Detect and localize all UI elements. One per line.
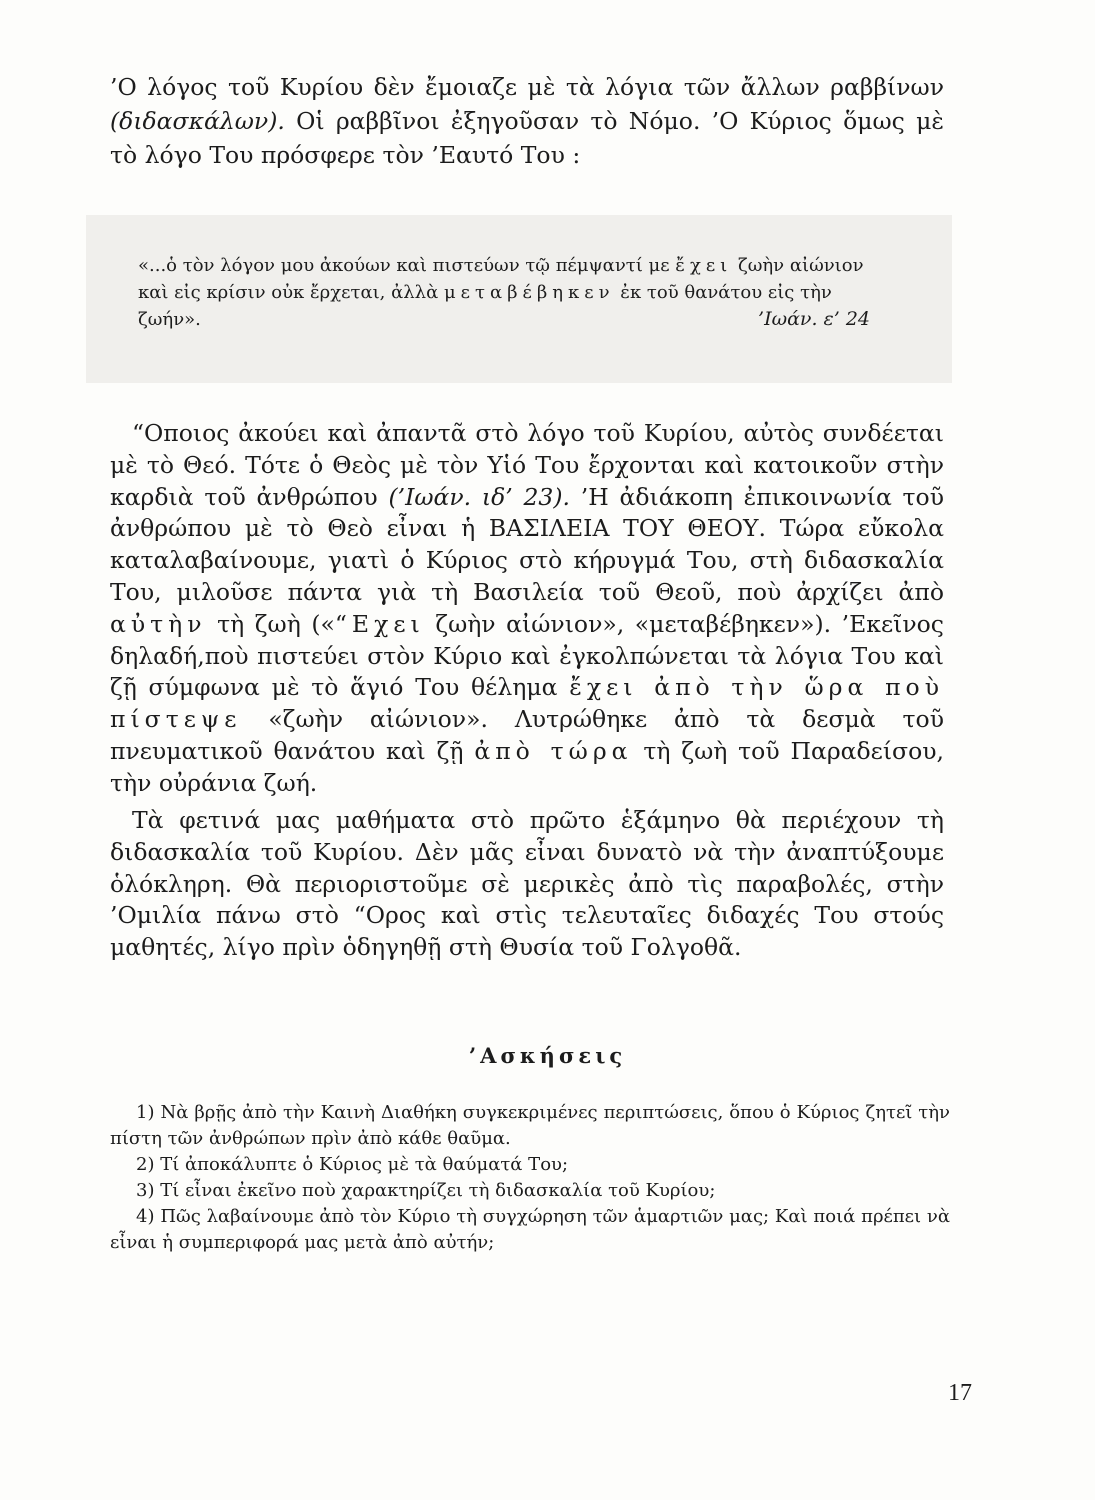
exercises-heading: ’Ασκήσεις: [468, 1043, 627, 1068]
main-text-e: «ζωὴν αἰώνιον». Λυτρώθηκε ἀπὸ τὰ δεσμὰ τοῦ πνευματικοῦ θανάτου καὶ ζῇ: [110, 705, 944, 765]
scripture-quote: [138, 252, 870, 333]
main-reference: (’Ιωάν. ιδ’ 23).: [388, 482, 571, 511]
main-text-f: τὴ ζωὴ τοῦ Παραδείσου, τὴν οὐράνια ζωή.: [110, 736, 945, 797]
exercise-item: [110, 1178, 950, 1204]
exercise-item: [110, 1204, 950, 1256]
quote-text-c: ἐκ τοῦ θανάτου εἰς τὴν ζωήν».: [138, 282, 832, 330]
exercise-item: [110, 1100, 950, 1152]
intro-text-italic: (διδασκάλων).: [110, 107, 285, 135]
main-text-c: τὴ ζωὴ («: [217, 609, 335, 638]
page-number: 17: [948, 1380, 972, 1406]
exercises-list: [110, 1100, 950, 1256]
exercise-number: 2): [136, 1154, 155, 1175]
main-text-b: ’Η ἀδιάκοπη ἐπικοινωνία τοῦ ἀνθρώπου μὲ τὸ Θεὸ εἶναι ἡ ΒΑΣΙΛΕΙΑ ΤΟΥ ΘΕΟΥ. Τώρα εὔκολα καταλαβαίνουμε, γιατὶ ὁ Κύριος στὸ κήρυγμά Του, στὴ διδασκαλία Του, μιλοῦσε πάντα γιὰ τὴ Βασιλεία τοῦ Θεοῦ, ποὺ ἀρχίζει ἀπὸ: [110, 482, 944, 606]
quote-text-b: ζωὴν αἰώνιον καὶ εἰς κρίσιν οὐκ ἔρχεται, ἀλλὰ: [138, 255, 864, 303]
intro-text-a: ’Ο λόγος τοῦ Κυρίου δὲν ἔμοιαζε μὲ τὰ λόγια τῶν ἄλλων ραββίνων: [110, 73, 944, 101]
intro-paragraph: [110, 70, 944, 172]
quote-spaced-a: ἔχει: [675, 255, 733, 276]
exercise-number: 4): [136, 1206, 155, 1227]
main-spaced-d: ἀπὸ τώρα: [474, 736, 633, 765]
main-spaced-a: αὐτὴν: [110, 609, 207, 638]
quote-text-a: «...ὁ τὸν λόγον μου ἀκούων καὶ πιστεύων τῷ πέμψαντί με: [138, 255, 670, 276]
exercise-item: [110, 1152, 950, 1178]
second-text: Τὰ φετινά μας μαθήματα στὸ πρῶτο ἑξάμηνο θὰ περιέχουν τὴ διδασκαλία τοῦ Κυρίου. Δὲν μᾶς εἶναι δυνατὸ νὰ τὴν ἀναπτύξουμε ὁλόκληρη. Θὰ περιοριστοῦμε σὲ μερικὲς ἀπὸ τὶς παραβολές, στὴν ’Ομιλία πάνω στὸ “Ορος καὶ στὶς τελευταῖες διδαχές Του στούς μαθητές, λίγο πρὶν ὁδηγηθῇ στὴ Θυσία τοῦ Γολγοθᾶ.: [110, 806, 944, 962]
quote-spaced-b: μεταβέβηκεν: [443, 282, 615, 303]
main-spaced-c: ἔχει ἀπὸ τὴν ὥρα ποὺ πίστεψε: [110, 673, 944, 734]
main-paragraph: [110, 418, 944, 800]
intro-text-c: Οἱ ραββῖνοι ἐξηγοῦσαν τὸ Νόμο. ’Ο Κύριος ὅμως μὲ τὸ λόγο Του πρόσφερε τὸν ’Εαυτό Του :: [110, 107, 944, 169]
main-text-d: ζωὴν αἰώνιον», «μεταβέβηκεν»). ’Εκεῖνος δηλαδή,ποὺ πιστεύει στὸν Κύριο καὶ ἐγκολπώνεται τὰ λόγια Του καὶ ζῇ σύμφωνα μὲ τὸ ἅγιό Του θέλημα: [110, 609, 944, 702]
exercise-text: Νὰ βρῇς ἀπὸ τὴν Καινὴ Διαθήκη συγκεκριμένες περιπτώσεις, ὅπου ὁ Κύριος ζητεῖ τὴν πίστη τῶν ἀνθρώπων πρὶν ἀπὸ κάθε θαῦμα.: [110, 1102, 950, 1149]
main-text-a: “Οποιος ἀκούει καὶ ἀπαντᾶ στὸ λόγο τοῦ Κυρίου, αὐτὸς συνδέεται μὲ τὸ Θεό. Τότε ὁ Θεὸς μὲ τὸν Υἱό Του ἔρχονται καὶ κατοικοῦν στὴν καρδιὰ τοῦ ἀνθρώπου: [110, 419, 944, 511]
exercise-text: Πῶς λαβαίνουμε ἀπὸ τὸν Κύριο τὴ συγχώρηση τῶν ἁμαρτιῶν μας; Καὶ ποιά πρέπει νὰ εἶναι ἡ συμπεριφορά μας μετὰ ἀπὸ αὐτήν;: [110, 1206, 950, 1253]
quote-reference: ’Ιωάν. ε’ 24: [758, 308, 870, 330]
main-spaced-b: “Εχει: [334, 609, 425, 638]
exercise-number: 1): [136, 1102, 155, 1123]
exercise-number: 3): [136, 1180, 155, 1201]
exercise-text: Τί εἶναι ἐκεῖνο ποὺ χαρακτηρίζει τὴ διδασκαλία τοῦ Κυρίου;: [160, 1180, 716, 1201]
second-paragraph: [110, 805, 944, 964]
exercise-text: Τί ἀποκάλυπτε ὁ Κύριος μὲ τὰ θαύματά Του;: [160, 1154, 569, 1175]
